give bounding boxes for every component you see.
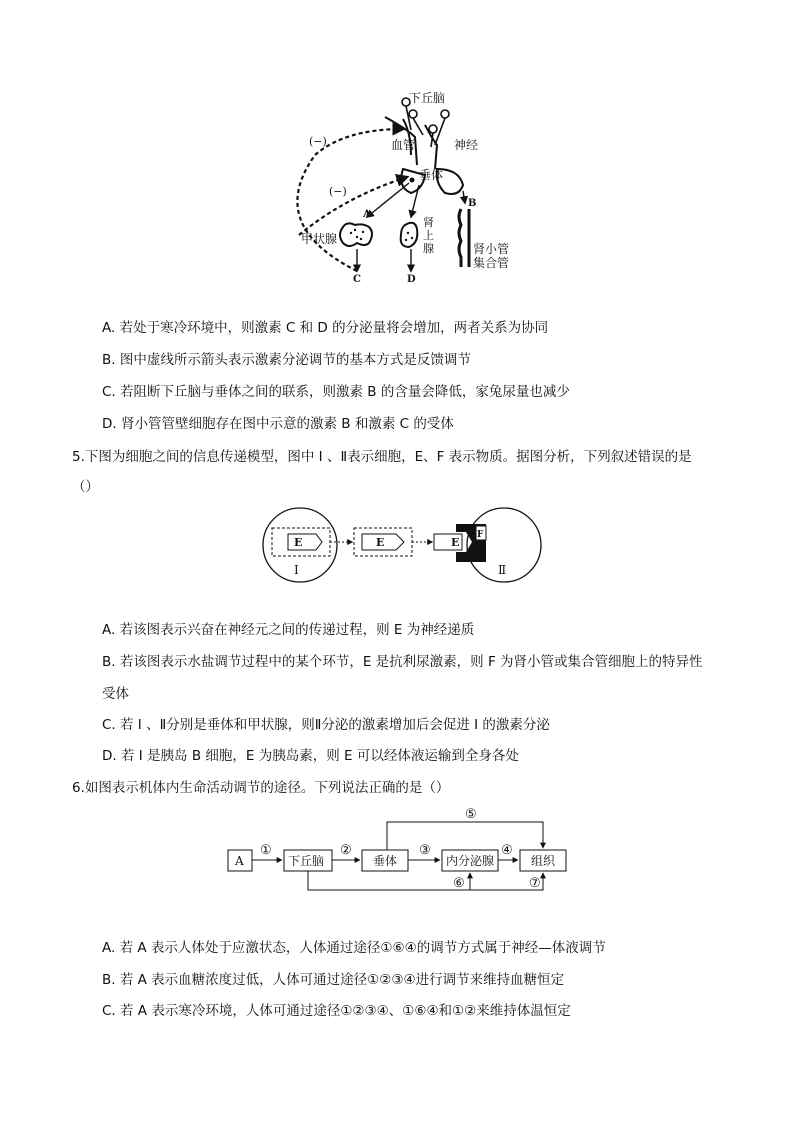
label-f: F [477,530,484,540]
q6-stem: 6.如图表示机体内生命活动调节的途径。下列说法正确的是（） [72,780,450,796]
q5-stem-line1: 5.下图为细胞之间的信息传递模型，图中 Ⅰ 、Ⅱ表示细胞，E、F 表示物质。据图分析，下列叙述错误的是 [72,449,692,465]
q4-option-b: B. 图中虚线所示箭头表示激素分泌调节的基本方式是反馈调节 [102,352,471,368]
label-box-tissue: 组织 [531,854,556,868]
q6-option-c: C. 若 A 表示寒冷环境，人体可通过途径①②③④、①⑥④和①②来维持体温恒定 [102,1003,571,1019]
renal-tubule [459,209,469,267]
endocrine-diagram [285,85,515,290]
q6-option-a: A. 若 A 表示人体处于应激状态，人体通过途径①⑥④的调节方式属于神经—体液调节 [102,940,606,956]
label-n5: ⑤ [465,807,477,822]
label-neg2: (−) [329,185,347,198]
q5-option-b: B. 若该图表示水盐调节过程中的某个环节，E 是抗利尿激素，则 F 为肾小管或集合管细胞上的特异性 [102,654,703,670]
label-box-endocrine: 内分泌腺 [446,854,495,868]
q4-option-a: A. 若处于寒冷环境中，则激素 C 和 D 的分泌量将会增加，两者关系为协同 [102,320,549,336]
label-a: A [363,209,371,220]
label-thyroid: 甲状腺 [301,232,338,246]
q5-option-a: A. 若该图表示兴奋在神经元之间的传递过程，则 E 为神经递质 [102,622,475,638]
label-adrenal-1: 肾 [423,216,434,229]
label-n3: ③ [419,843,431,858]
label-box-pituitary: 垂体 [373,854,398,868]
thyroid-gland [340,223,372,246]
cell-signaling-diagram [258,504,548,590]
label-n7: ⑦ [529,876,541,891]
label-adrenal-3: 腺 [423,242,434,255]
label-n1: ① [260,843,272,858]
label-e1: E [294,536,303,549]
q5-option-b-cont: 受体 [102,686,129,702]
label-n2: ② [340,843,352,858]
label-box-hypothalamus: 下丘脑 [288,854,325,868]
label-cell1: Ⅰ [294,563,299,577]
label-tubule-1: 肾小管 [473,242,510,256]
label-n6: ⑥ [453,876,465,891]
q5-option-d: D. 若 Ⅰ 是胰岛 B 细胞，E 为胰岛素，则 E 可以经体液运输到全身各处 [102,748,519,764]
label-cell2: Ⅱ [498,563,507,577]
q5-option-c: C. 若 Ⅰ 、Ⅱ分别是垂体和甲状腺，则Ⅱ分泌的激素增加后会促进 Ⅰ 的激素分泌 [102,717,550,733]
label-e2: E [376,536,385,549]
label-tubule-2: 集合管 [473,256,510,270]
label-d: D [407,274,416,285]
regulation-pathway-diagram [222,802,572,897]
label-c: C [353,274,361,285]
label-box-a: A [235,854,244,868]
label-pituitary: 垂体 [419,168,444,182]
label-hypothalamus: 下丘脑 [409,91,446,105]
label-nerve: 神经 [454,138,479,152]
label-e3: E [451,536,460,549]
label-n4: ④ [501,843,513,858]
label-b: B [468,198,477,209]
q6-option-b: B. 若 A 表示血糖浓度过低，人体可通过途径①②③④进行调节来维持血糖恒定 [102,972,565,988]
label-adrenal-2: 上 [423,229,434,242]
adrenal-gland [401,223,418,247]
q5-stem-line2: （） [72,479,99,495]
label-neg1: (−) [309,135,327,148]
q4-option-d: D. 肾小管管壁细胞存在图中示意的激素 B 和激素 C 的受体 [102,416,454,432]
q4-option-c: C. 若阻断下丘脑与垂体之间的联系，则激素 B 的含量会降低，家兔尿量也减少 [102,384,570,400]
label-vessel: 血管 [391,138,416,152]
